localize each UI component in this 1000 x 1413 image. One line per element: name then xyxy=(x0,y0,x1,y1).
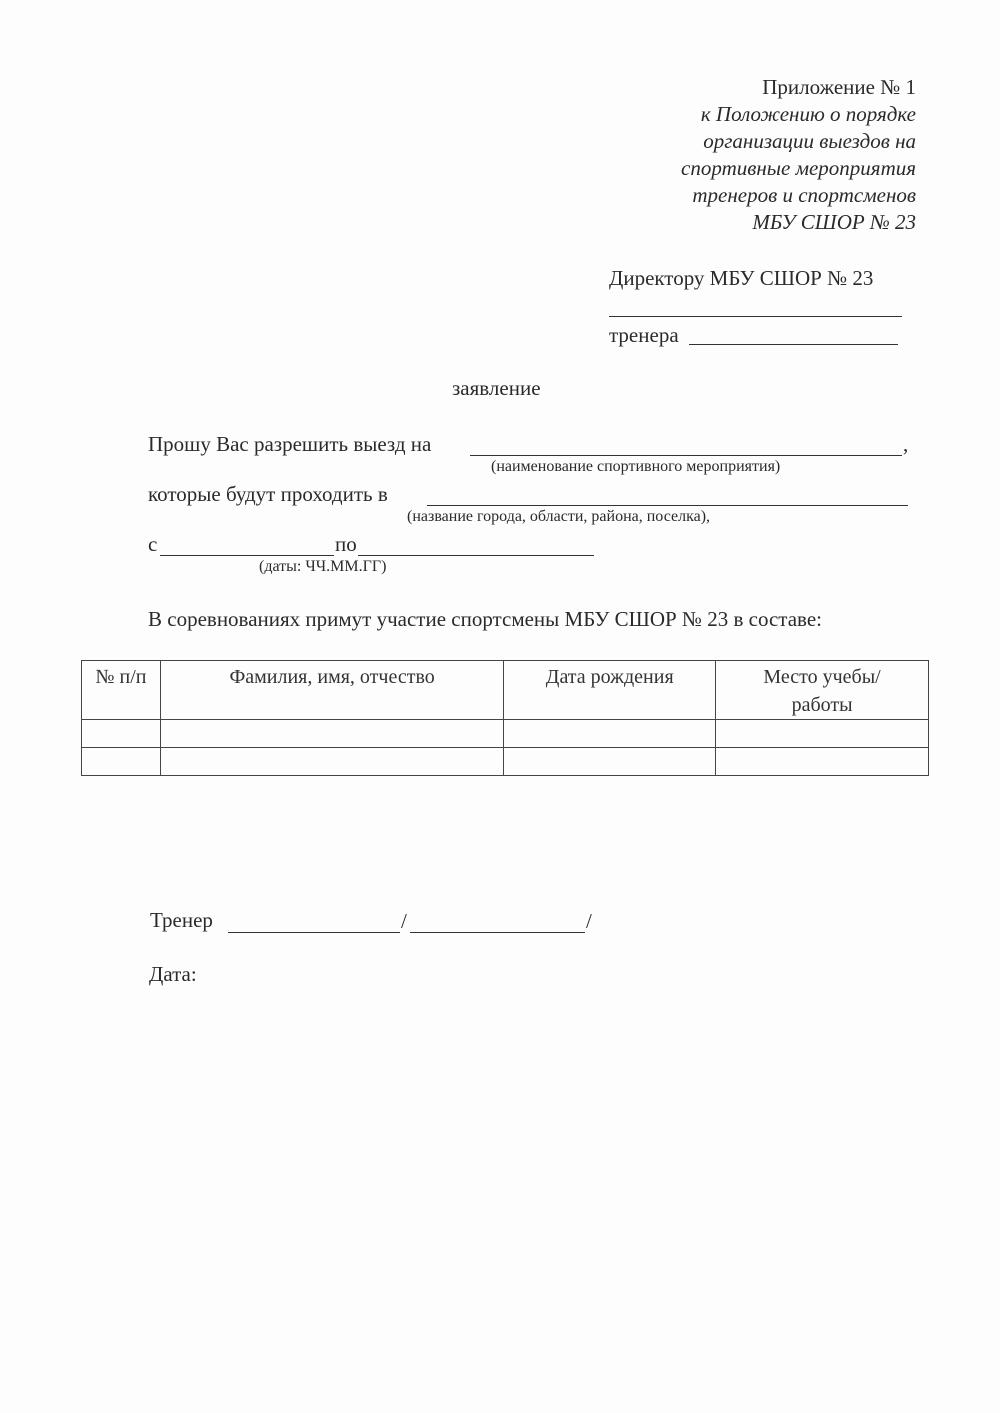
location-line[interactable] xyxy=(427,505,908,506)
table-cell[interactable] xyxy=(716,720,929,748)
table-cell[interactable] xyxy=(716,748,929,776)
table-cell[interactable] xyxy=(504,748,716,776)
date-label: Дата: xyxy=(149,962,197,986)
event-name-line[interactable] xyxy=(470,455,902,456)
table-row xyxy=(82,748,929,776)
appendix-header xyxy=(681,74,916,236)
appendix-number: Приложение № 1 xyxy=(762,75,916,99)
location-text: которые будут проходить в xyxy=(148,482,388,506)
table-cell[interactable] xyxy=(504,720,716,748)
request-text: Прошу Вас разрешить выезд на xyxy=(148,432,432,456)
participants-table xyxy=(81,660,929,776)
coach-name-decoding-line[interactable] xyxy=(410,932,585,933)
table-cell[interactable] xyxy=(82,720,161,748)
col-header-birth-date: Дата рождения xyxy=(504,661,716,720)
dates-hint: (даты: ЧЧ.ММ.ГГ) xyxy=(259,558,387,575)
date-to-line[interactable] xyxy=(358,555,594,556)
appendix-line-4: тренеров и спортсменов xyxy=(692,183,916,207)
signature-slash-2: / xyxy=(586,909,592,933)
col-header-study-work xyxy=(716,661,929,720)
appendix-line-3: спортивные мероприятия xyxy=(681,156,916,180)
coach-label: тренера xyxy=(609,323,679,347)
table-header-row xyxy=(82,661,929,720)
col-header-study-work-text: Место учебы/работы xyxy=(763,666,881,716)
date-to-label: по xyxy=(335,532,357,556)
document-title: заявление xyxy=(452,376,541,400)
signature-slash-1: / xyxy=(401,909,407,933)
event-name-hint: (наименование спортивного мероприятия) xyxy=(491,458,781,475)
location-hint: (название города, области, района, поселка), xyxy=(407,508,711,525)
col-header-full-name: Фамилия, имя, отчество xyxy=(160,661,503,720)
col-header-number: № п/п xyxy=(82,661,161,720)
date-from-label: с xyxy=(148,532,158,556)
line1-comma: , xyxy=(903,432,909,456)
date-from-line[interactable] xyxy=(160,555,334,556)
table-cell[interactable] xyxy=(160,720,503,748)
coach-signature-line[interactable] xyxy=(228,932,400,933)
appendix-line-5: МБУ СШОР № 23 xyxy=(752,210,916,234)
appendix-line-2: организации выездов на xyxy=(703,129,916,153)
table-cell[interactable] xyxy=(82,748,161,776)
director-addressee: Директору МБУ СШОР № 23 xyxy=(609,266,874,290)
coach-name-line[interactable] xyxy=(689,344,898,345)
director-name-line[interactable] xyxy=(609,316,902,317)
table-cell[interactable] xyxy=(160,748,503,776)
footer-coach-label: Тренер xyxy=(150,908,213,932)
table-row xyxy=(82,720,929,748)
appendix-line-1: к Положению о порядке xyxy=(700,102,916,126)
participants-text: В соревнованиях примут участие спортсмены МБУ СШОР № 23 в составе: xyxy=(148,607,822,631)
